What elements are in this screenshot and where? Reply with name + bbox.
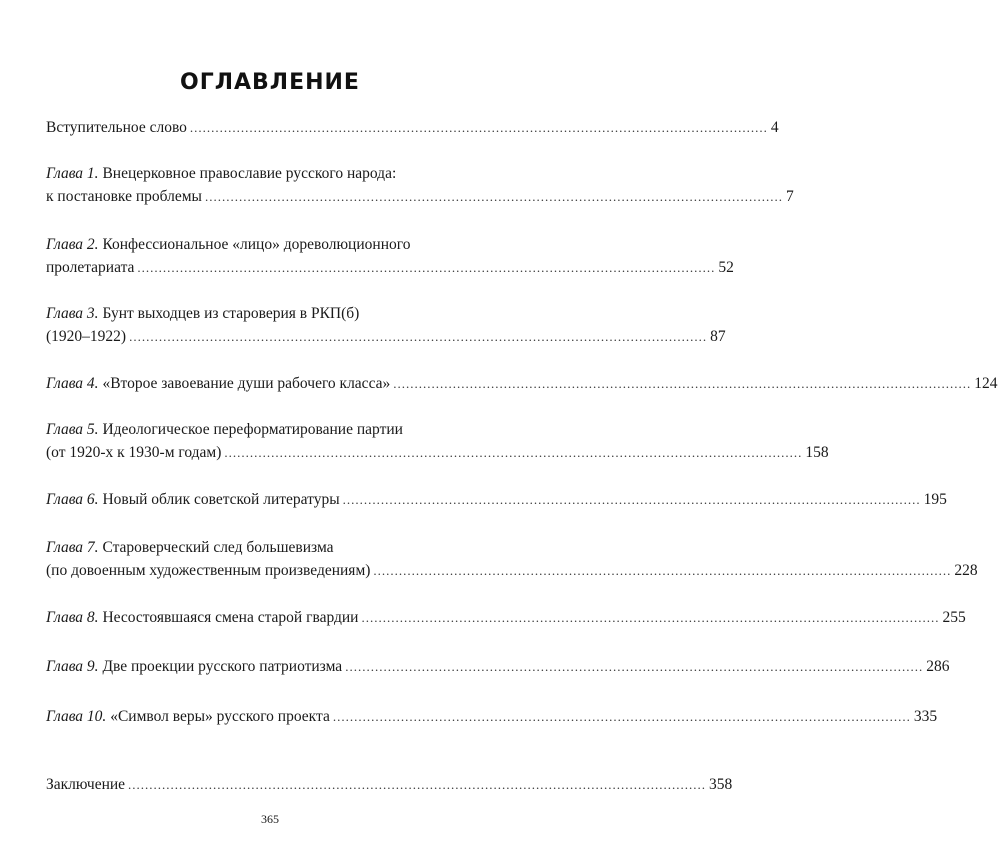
chapter-label: Глава 6. [46, 491, 99, 508]
entry-text-continued: (по довоенным художественным произведениям) [46, 562, 371, 579]
toc-entry [46, 773, 733, 796]
dot-leader: ........................................................................................................................................ [204, 189, 783, 204]
entry-text: Идеологическое переформатирование партии [102, 421, 403, 438]
chapter-label: Глава 8. [46, 609, 99, 626]
dot-leader: ........................................................................................................................................ [137, 260, 716, 275]
entry-text: «Второе завоевание души рабочего класса» [102, 375, 391, 392]
entry-page: 286 [926, 658, 950, 675]
toc-entry [46, 705, 938, 728]
toc-entry [46, 488, 947, 511]
page-title: ОГЛАВЛЕНИЕ [180, 70, 360, 95]
dot-leader: ........................................................................................................................................ [345, 659, 924, 674]
chapter-label: Глава 10. [46, 708, 107, 725]
entry-text: Несостоявшаяся смена старой гвардии [102, 609, 359, 626]
dot-leader: ........................................................................................................................................ [129, 329, 708, 344]
entry-page: 228 [954, 562, 978, 579]
chapter-label: Глава 2. [46, 236, 99, 253]
toc-entry [46, 233, 734, 279]
entry-text: Две проекции русского патриотизма [102, 658, 343, 675]
toc-entry [46, 606, 966, 629]
page-number: 365 [261, 812, 279, 826]
dot-leader: ........................................................................................................................................ [224, 445, 803, 460]
entry-text: «Символ веры» русского проекта [110, 708, 330, 725]
chapter-label: Глава 1. [46, 165, 99, 182]
entry-text: Староверческий след большевизма [102, 539, 334, 556]
entry-text-continued: к постановке проблемы [46, 188, 202, 205]
entry-page: 195 [923, 491, 947, 508]
entry-text-continued: (от 1920-х к 1930-м годам) [46, 444, 222, 461]
entry-page: 87 [710, 328, 726, 345]
dot-leader: ........................................................................................................................................ [361, 610, 940, 625]
entry-page: 52 [718, 259, 734, 276]
entry-page: 4 [770, 119, 779, 136]
toc-entry [46, 302, 726, 348]
entry-page: 358 [709, 776, 733, 793]
toc-entry [46, 418, 829, 464]
entry-text: Бунт выходцев из староверия в РКП(б) [102, 305, 360, 322]
entry-page: 335 [913, 708, 938, 725]
dot-leader: ........................................................................................................................................ [128, 777, 707, 792]
entry-text-continued: (1920–1922) [46, 328, 127, 345]
entry-page: 158 [805, 444, 829, 461]
entry-page: 124 [974, 375, 998, 392]
entry-text: Конфессиональное «лицо» дореволюционного [102, 236, 411, 253]
toc-entry [46, 162, 794, 208]
entry-page: 255 [942, 609, 966, 626]
entry-text-continued: пролетариата [46, 259, 135, 276]
dot-leader: ........................................................................................................................................ [332, 709, 911, 724]
entry-text: Новый облик советской литературы [102, 491, 340, 508]
dot-leader: ........................................................................................................................................ [342, 492, 921, 507]
chapter-label: Глава 9. [46, 658, 99, 675]
entry-text: Внецерковное православие русского народа: [102, 165, 397, 182]
dot-leader: ........................................................................................................................................ [373, 563, 952, 578]
dot-leader: ........................................................................................................................................ [189, 120, 768, 135]
chapter-label: Глава 3. [46, 305, 99, 322]
toc-entry [46, 536, 978, 582]
toc-entry [46, 655, 950, 678]
toc-entry [46, 372, 998, 395]
chapter-label: Глава 4. [46, 375, 99, 392]
chapter-label: Глава 7. [46, 539, 99, 556]
entry-page: 7 [785, 188, 794, 205]
chapter-label: Глава 5. [46, 421, 99, 438]
entry-text: Вступительное слово [46, 119, 187, 136]
toc-entry [46, 116, 779, 139]
dot-leader: ........................................................................................................................................ [393, 376, 972, 391]
entry-text: Заключение [46, 776, 126, 793]
